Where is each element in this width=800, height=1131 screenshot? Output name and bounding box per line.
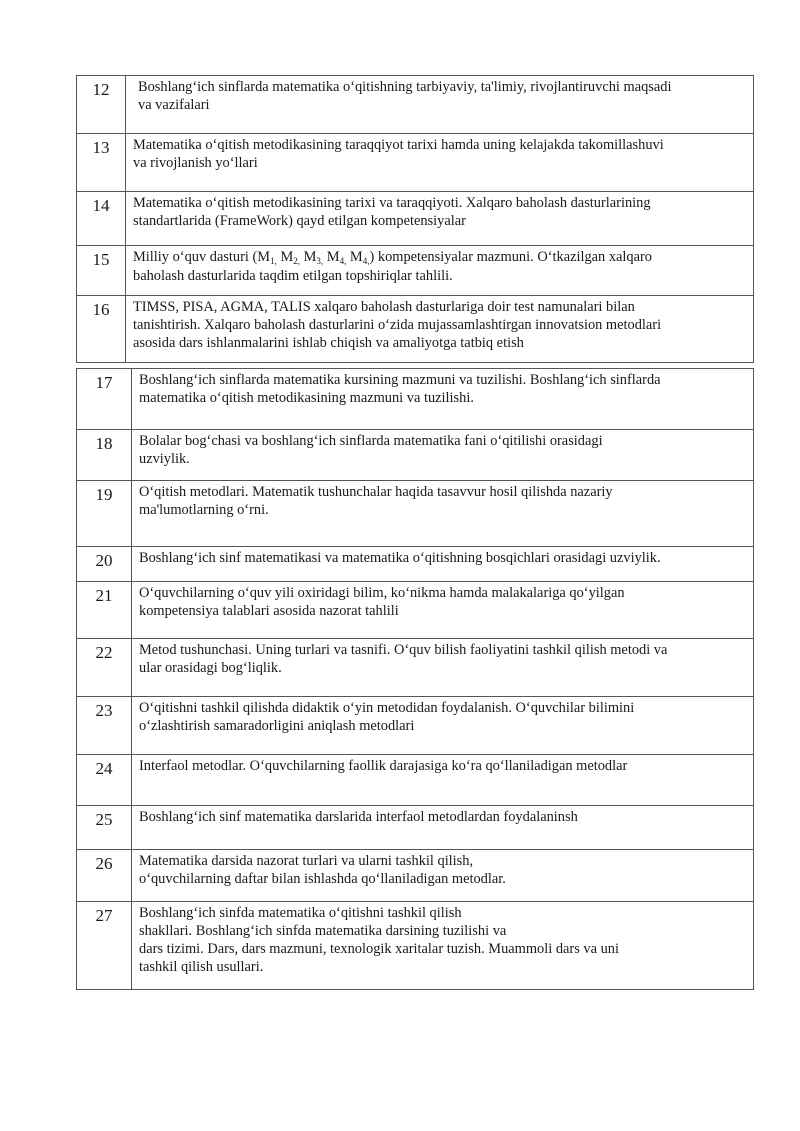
table-row — [77, 246, 754, 296]
row-number: 13 — [77, 134, 126, 192]
table-row — [77, 902, 754, 990]
row-topic: Matematika o‘qitish metodikasining tarixi va taraqqiyoti. Xalqaro baholash dasturlarining standartlarida (FrameWork) qayd etilgan kompetensiyalar — [126, 192, 754, 246]
row-topic: Boshlang‘ich sinflarda matematika kursining mazmuni va tuzilishi. Boshlang‘ich sinflarda matematika o‘qitish metodikasining mazmuni va tuzilishi. — [132, 369, 754, 430]
row-number: 14 — [77, 192, 126, 246]
table-row — [77, 582, 754, 639]
table-row — [77, 697, 754, 755]
table-row — [77, 755, 754, 806]
row-number: 22 — [77, 639, 132, 697]
letter-m: M — [300, 249, 317, 265]
table-row — [77, 430, 754, 481]
row-topic: Matematika darsida nazorat turlari va ularni tashkil qilish, o‘quvchilarning daftar bilan ishlashda qo‘llaniladigan metodlar. — [132, 850, 754, 902]
row-number: 12 — [77, 76, 126, 134]
row-topic: TIMSS, PISA, AGMA, TALIS xalqaro baholash dasturlariga doir test namunalari bilan tanishtirish. Xalqaro baholash dasturlarini o‘zida mujassamlashtirgan innovatsion metodlari asosida dars ishlanmalarini ishlab chiqish va amaliyotga tatbiq etish — [126, 296, 754, 363]
row-topic: Boshlang‘ich sinflarda matematika o‘qitishning tarbiyaviy, ta'limiy, rivojlantiruvchi maqsadi va vazifalari — [126, 76, 754, 134]
row-number: 18 — [77, 430, 132, 481]
table-row — [77, 639, 754, 697]
subscript: 4, — [362, 256, 370, 266]
table-row — [77, 192, 754, 246]
table-row — [77, 134, 754, 192]
row-number: 20 — [77, 547, 132, 582]
row-number: 16 — [77, 296, 126, 363]
topics-table-lower — [76, 368, 754, 990]
letter-m: M — [323, 249, 340, 265]
row-topic: Boshlang‘ich sinf matematika darslarida interfaol metodlardan foydalaninsh — [132, 806, 754, 850]
table-row — [77, 296, 754, 363]
row-number: 26 — [77, 850, 132, 902]
topics-table-upper — [76, 75, 754, 363]
subscript: 1, — [270, 256, 277, 266]
topic-line-1 — [133, 249, 652, 284]
table-row — [77, 369, 754, 430]
subscript: 4, — [339, 256, 347, 266]
row-topic: Metod tushunchasi. Uning turlari va tasnifi. O‘quv bilish faoliyatini tashkil qilish metodi va ular orasidagi bog‘liqlik. — [132, 639, 754, 697]
row-topic: O‘qitishni tashkil qilishda didaktik o‘yin metodidan foydalanish. O‘quvchilar bilimini o‘zlashtirish samaradorligini aniqlash metodlari — [132, 697, 754, 755]
table-row — [77, 850, 754, 902]
subscript: 3, — [316, 256, 324, 266]
row-number: 25 — [77, 806, 132, 850]
row-topic: Boshlang‘ich sinf matematikasi va matematika o‘qitishning bosqichlari orasidagi uzviylik. — [132, 547, 754, 582]
topic-text-start: Milliy o‘quv dasturi (M — [133, 249, 271, 265]
letter-m: M — [346, 249, 363, 265]
row-number: 24 — [77, 755, 132, 806]
row-topic: O‘quvchilarning o‘quv yili oxiridagi bilim, ko‘nikma hamda malakalariga qo‘yilgan kompetensiya talablari asosida nazorat tahlili — [132, 582, 754, 639]
letter-m: M — [276, 249, 294, 265]
row-topic: Matematika o‘qitish metodikasining taraqqiyot tarixi hamda uning kelajakda takomillashuvi va rivojlanish yo‘llari — [126, 134, 754, 192]
row-topic: Boshlang‘ich sinfda matematika o‘qitishni tashkil qilish shakllari. Boshlang‘ich sinfda matematika darsining tuzilishi va dars tizimi. Dars, dars mazmuni, texnologik xaritalar tuzish. Muammoli dars va uni tashkil qilish usullari. — [132, 902, 754, 990]
row-topic — [126, 246, 754, 296]
row-number: 17 — [77, 369, 132, 430]
table-row — [77, 481, 754, 547]
row-topic: O‘qitish metodlari. Matematik tushunchalar haqida tasavvur hosil qilishda nazariy ma'lumotlarning o‘rni. — [132, 481, 754, 547]
row-number: 23 — [77, 697, 132, 755]
table-row — [77, 76, 754, 134]
subscript: 2, — [293, 256, 301, 266]
table-row — [77, 547, 754, 582]
row-topic: Interfaol metodlar. O‘quvchilarning faollik darajasiga ko‘ra qo‘llaniladigan metodlar — [132, 755, 754, 806]
row-number: 19 — [77, 481, 132, 547]
row-number: 27 — [77, 902, 132, 990]
row-number: 21 — [77, 582, 132, 639]
row-number: 15 — [77, 246, 126, 296]
row-topic: Bolalar bog‘chasi va boshlang‘ich sinflarda matematika fani o‘qitilishi orasidagi uzviylik. — [132, 430, 754, 481]
topic-text-end: ) kompetensiyalar mazmuni. O‘tkazilgan xalqaro baholash dasturlarida taqdim etilgan topshiriqlar tahlili. — [133, 249, 652, 284]
table-row — [77, 806, 754, 850]
